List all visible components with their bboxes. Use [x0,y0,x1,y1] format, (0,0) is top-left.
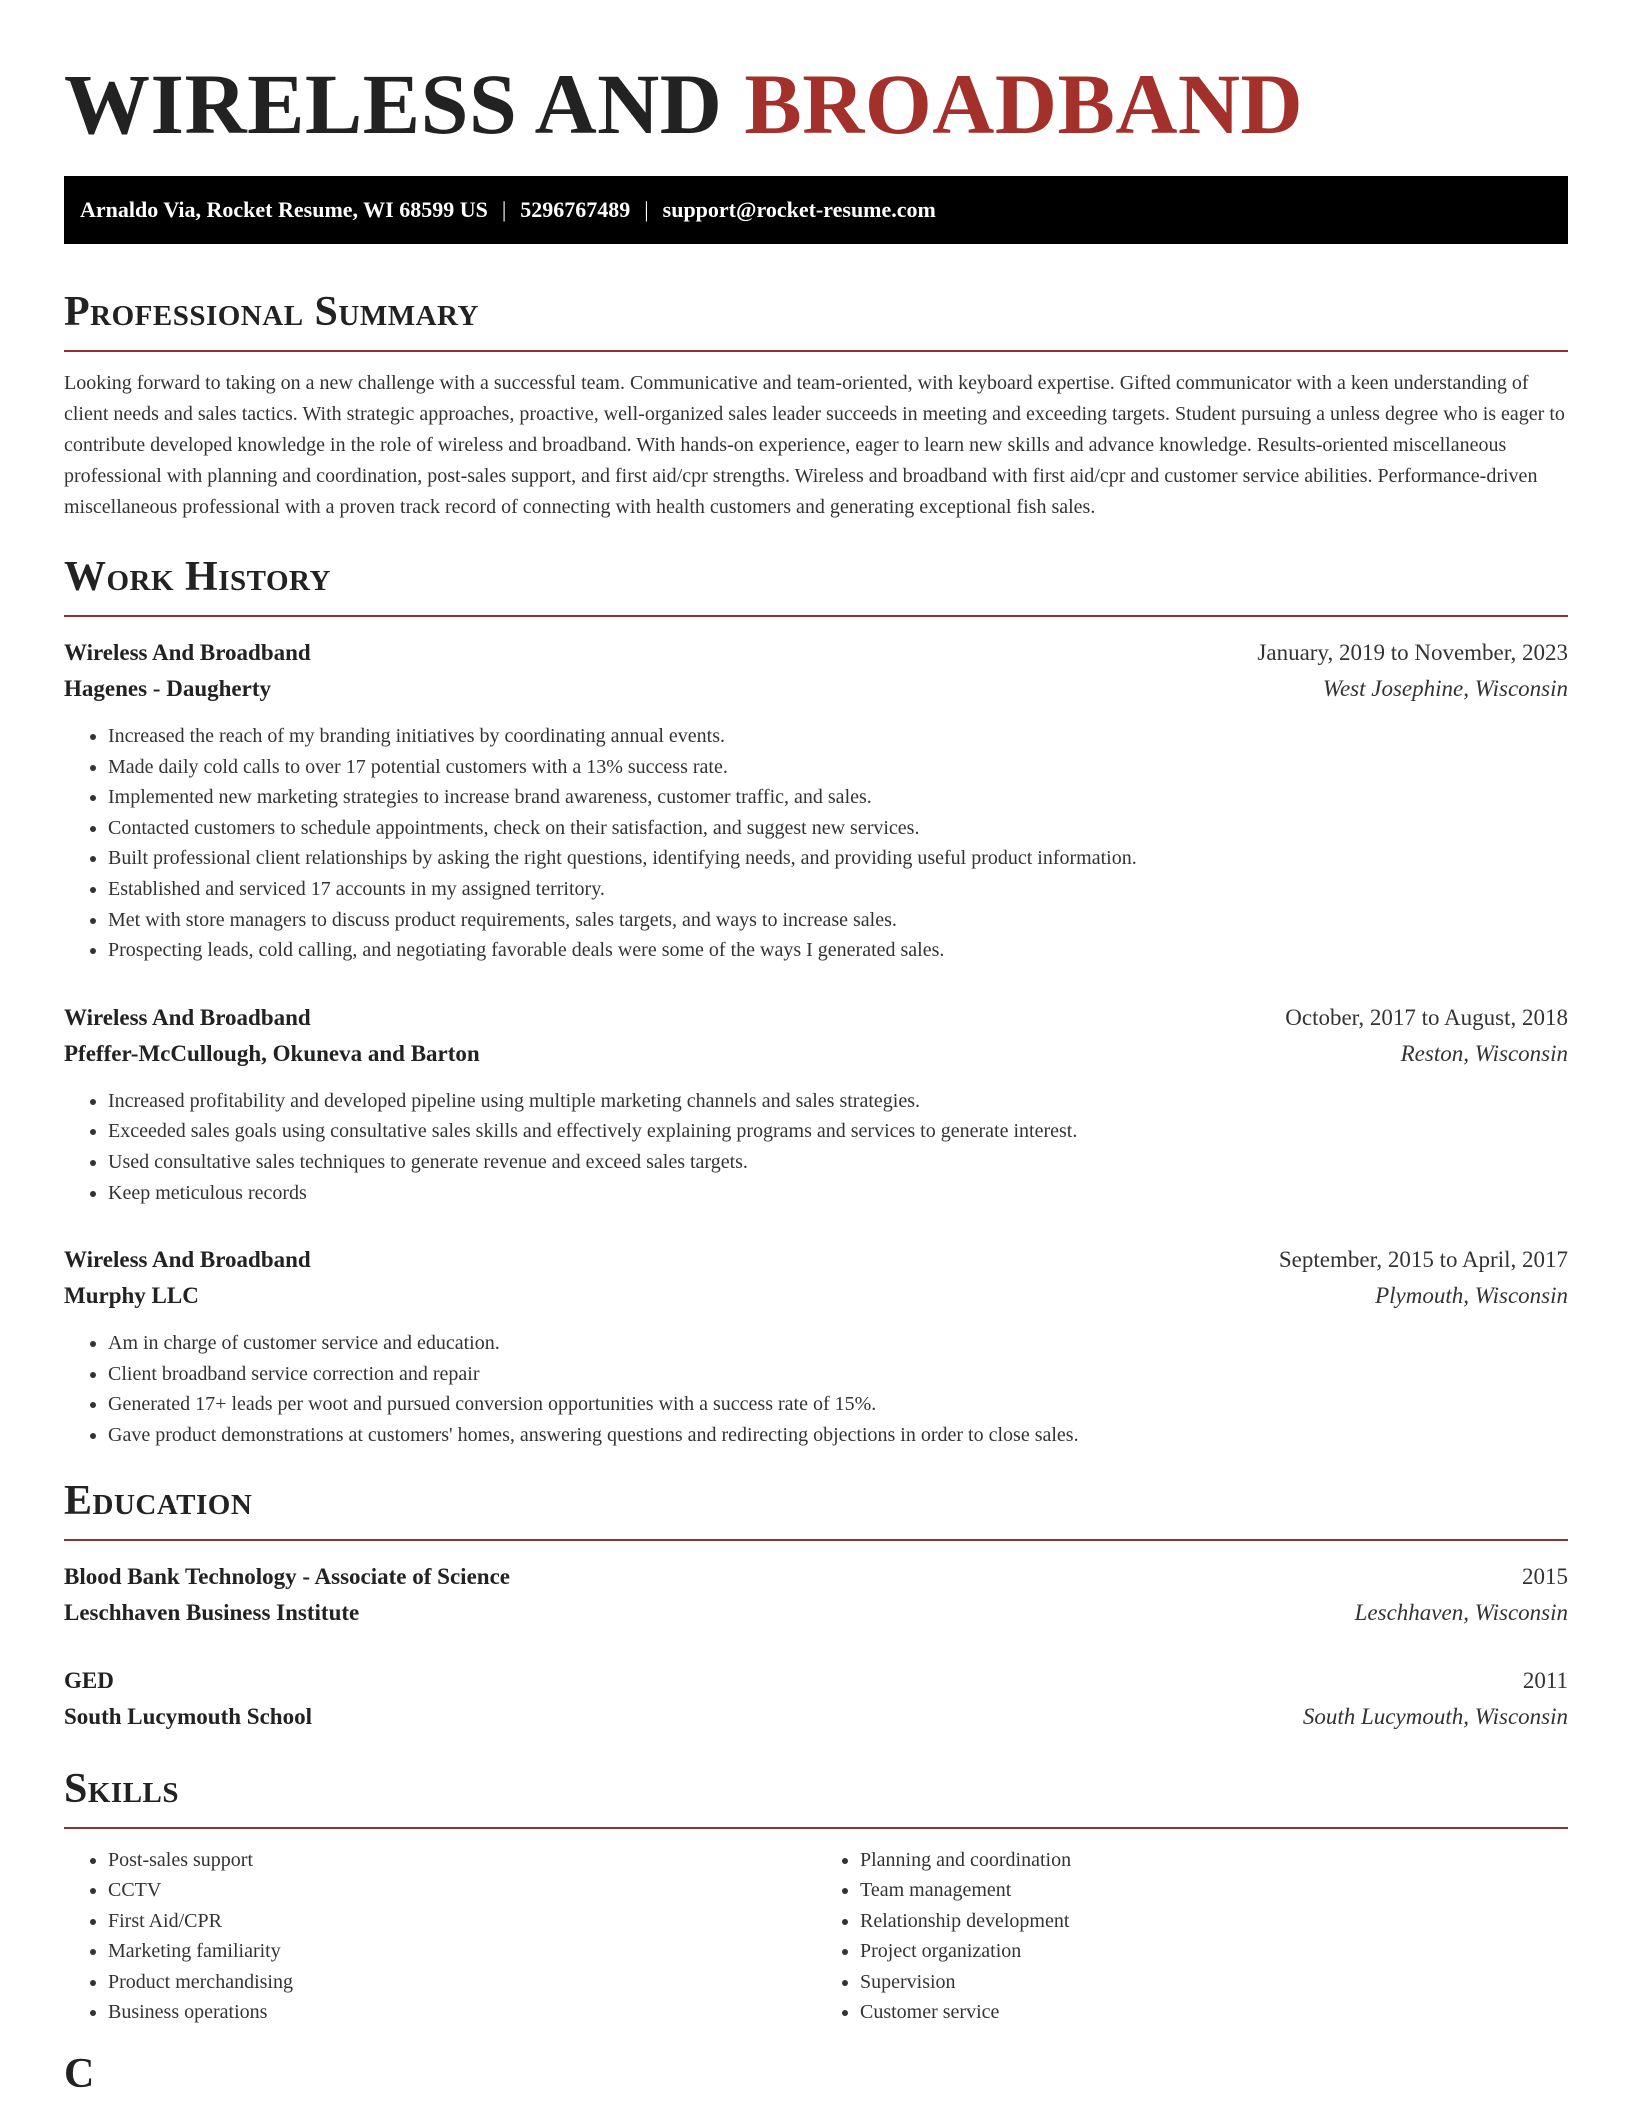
job-position: Wireless And Broadband [64,640,311,665]
education-header-row [64,1559,1568,1595]
skill-item: • Marketing familiarity [108,1936,816,1967]
job-bullet: • Am in charge of customer service and education. [108,1328,1568,1359]
resume-content [64,0,1568,2100]
education-degree: GED [64,1667,114,1693]
skill-item: • Customer service [860,1997,1568,2028]
job-bullet: • Prospecting leads, cold calling, and negotiating favorable deals were some of the ways I generated sales. [108,935,1568,966]
skill-item: • Product merchandising [108,1967,816,1998]
job-entry [64,1242,1568,1450]
skill-item: • Relationship development [860,1906,1568,1937]
job-company: Murphy LLC [64,1283,199,1309]
skill-item: • First Aid/CPR [108,1906,816,1937]
job-dates: October, 2017 to August, 2018 [1285,1004,1568,1030]
contact-phone[interactable]: 5296767489 [520,197,631,222]
job-company: Pfeffer-McCullough, Okuneva and Barton [64,1040,480,1066]
next-section-heading-cut-off: C [64,2051,95,2098]
job-bullet: • Made daily cold calls to over 17 potential customers with a 13% success rate. [108,752,1568,783]
job-bullet: • Keep meticulous records [108,1178,1568,1209]
name-part-accent: BROADBAND [744,56,1304,152]
job-company: Hagenes - Daugherty [64,676,271,701]
contact-address: Arnaldo Via, Rocket Resume, WI 68599 US [80,197,488,222]
job-bullet: • Exceeded sales goals using consultative sales skills and effectively explaining programs and services to generate interest. [108,1116,1568,1147]
job-company-row [64,1278,1568,1314]
job-location: Plymouth, Wisconsin [1375,1283,1568,1309]
job-dates: September, 2015 to April, 2017 [1278,1247,1568,1273]
contact-separator: | [644,197,649,222]
job-dates: January, 2019 to November, 2023 [1257,640,1568,665]
job-header-row [64,1000,1568,1036]
job-location: Reston, Wisconsin [1400,1040,1568,1066]
job-bullet: • Generated 17+ leads per woot and pursued conversion opportunities with a success rate of 15%. [108,1389,1568,1420]
skills-column-right [816,1845,1568,2029]
job-company-row [64,671,1568,707]
job-bullet: • Built professional client relationships by asking the right questions, identifying needs, and providing useful product information. [108,843,1568,874]
resume-name-title [64,0,1568,154]
job-bullet: • Met with store managers to discuss product requirements, sales targets, and ways to increase sales. [108,905,1568,936]
work-history-heading: Work History [64,551,1568,617]
education-header-row [64,1663,1568,1699]
job-bullet: • Increased profitability and developed pipeline using multiple marketing channels and sales strategies. [108,1086,1568,1117]
skill-item: • Project organization [860,1936,1568,1967]
job-entry [64,1000,1568,1208]
contact-email[interactable]: support@rocket-resume.com [662,197,936,222]
summary-text: Looking forward to taking on a new challenge with a successful team. Communicative and team-oriented, with keyboard expertise. Gifted communicator with a keen understanding of client needs and sales tactics. With strategic approaches, proactive, well-organized sales leader succeeds in meeting and exceeding targets. Student pursuing a unless degree who is eager to contribute developed knowledge in the role of wireless and broadband. With hands-on experience, eager to learn new skills and advance knowledge. Results-oriented miscellaneous professional with planning and coordination, post-sales support, and first aid/cpr strengths. Wireless and broadband with first aid/cpr and customer service abilities. Performance-driven miscellaneous professional with a proven track record of connecting with health customers and generating exceptional fish sales. [64,372,1565,518]
job-bullets [64,721,1568,966]
job-bullets [64,1328,1568,1450]
education-entry [64,1663,1568,1735]
skill-item: • Planning and coordination [860,1845,1568,1876]
skills-column-left [64,1845,816,2029]
education-year: 2011 [1522,1667,1568,1693]
job-header-row [64,1242,1568,1278]
job-location: West Josephine, Wisconsin [1322,676,1568,701]
job-bullet: • Increased the reach of my branding initiatives by coordinating annual events. [108,721,1568,752]
job-bullet: • Contacted customers to schedule appointments, check on their satisfaction, and suggest new services. [108,813,1568,844]
job-position: Wireless And Broadband [64,1247,311,1273]
education-degree: Blood Bank Technology - Associate of Science [64,1563,510,1589]
skills-grid [64,1845,1568,2029]
job-company-row [64,1036,1568,1072]
skills-heading: Skills [64,1763,1568,1829]
education-school-row [64,1595,1568,1631]
education-school: South Lucymouth School [64,1703,312,1729]
job-entry [64,635,1568,966]
skill-item: • Business operations [108,1997,816,2028]
education-entry [64,1559,1568,1631]
job-bullets [64,1086,1568,1208]
job-bullet: • Client broadband service correction and repair [108,1359,1568,1390]
education-location: South Lucymouth, Wisconsin [1302,1703,1568,1729]
name-part-dark: WIRELESS AND [64,56,723,152]
summary-heading: Professional Summary [64,286,1568,352]
job-bullet: • Used consultative sales techniques to generate revenue and exceed sales targets. [108,1147,1568,1178]
contact-separator: | [501,197,507,222]
skill-item: • CCTV [108,1875,816,1906]
job-bullet: • Established and serviced 17 accounts in my assigned territory. [108,874,1568,905]
education-heading: Education [64,1475,1568,1541]
job-bullet: • Implemented new marketing strategies to increase brand awareness, customer traffic, and sales. [108,782,1568,813]
education-location: Leschhaven, Wisconsin [1354,1599,1568,1625]
skill-item: • Supervision [860,1967,1568,1998]
education-school: Leschhaven Business Institute [64,1599,360,1625]
job-header-row [64,635,1568,671]
job-bullet: • Gave product demonstrations at customers' homes, answering questions and redirecting objections in order to close sales. [108,1420,1568,1451]
education-school-row [64,1699,1568,1735]
skill-item: • Post-sales support [108,1845,816,1876]
skill-item: • Team management [860,1875,1568,1906]
contact-bar [64,176,1568,244]
education-year: 2015 [1522,1563,1568,1589]
job-position: Wireless And Broadband [64,1004,311,1030]
